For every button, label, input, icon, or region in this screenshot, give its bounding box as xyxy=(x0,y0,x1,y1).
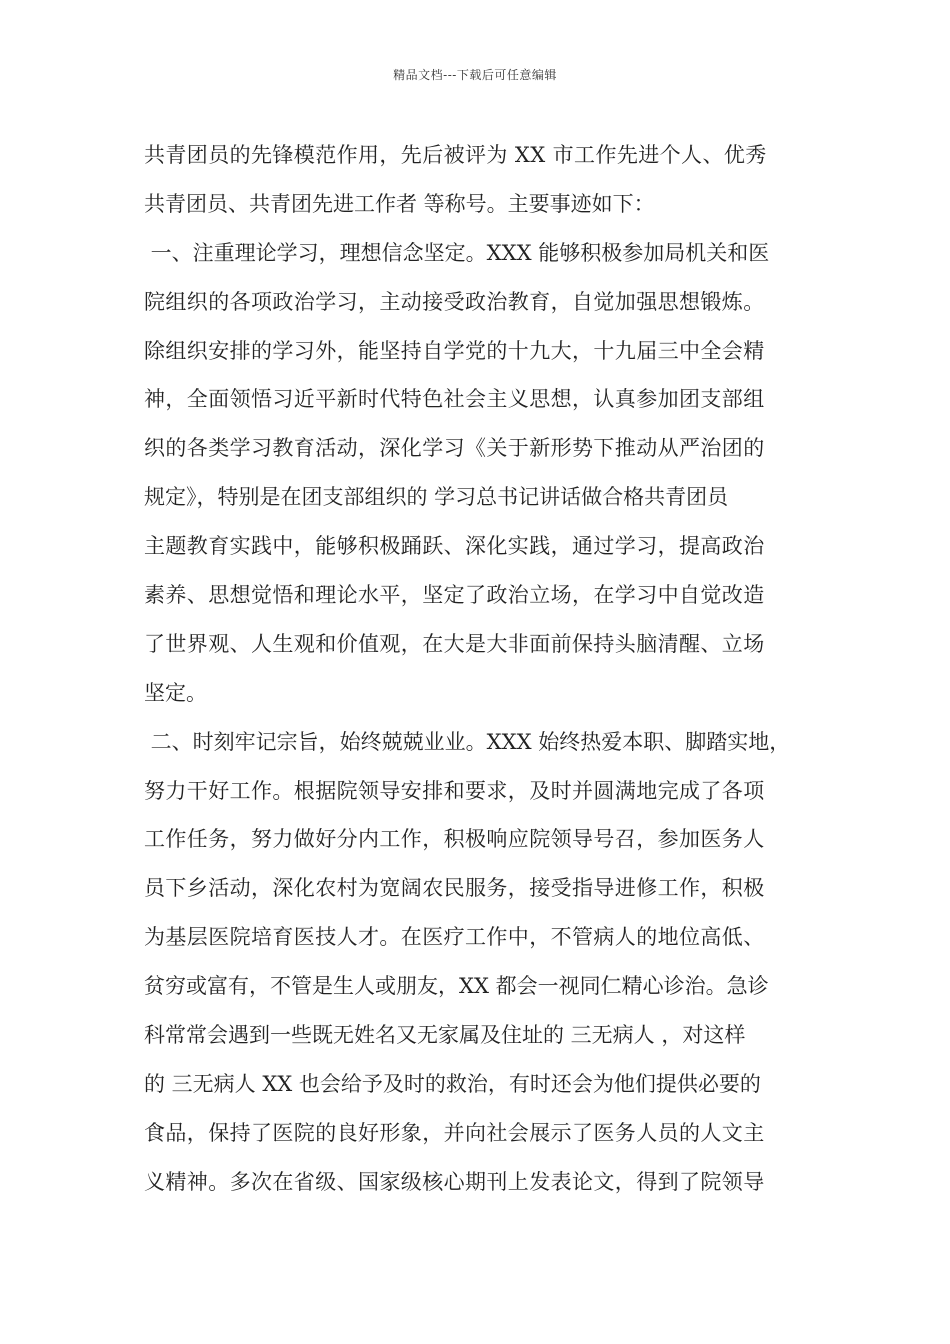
text-line: 神，全面领悟习近平新时代特色社会主义思想，认真参加团支部组 xyxy=(144,387,765,412)
text-line: 二、时刻牢记宗旨，始终兢兢业业。XXX 始终热爱本职、脚踏实地， xyxy=(144,729,791,754)
text-line: 为基层医院培育医技人才。在医疗工作中，不管病人的地位高低、 xyxy=(144,925,765,950)
text-line: 科常常会遇到一些既无姓名又无家属及住址的 三无病人 ，对这样 xyxy=(144,1023,746,1048)
text-line: 努力干好工作。根据院领导安排和要求，及时并圆满地完成了各项 xyxy=(144,778,765,803)
text-line: 主题教育实践中，能够积极踊跃、深化实践，通过学习，提高政治 xyxy=(144,534,765,559)
text-line: 除组织安排的学习外，能坚持自学党的十九大，十九届三中全会精 xyxy=(144,338,765,363)
text-line: 食品，保持了医院的良好形象，并向社会展示了医务人员的人文主 xyxy=(144,1120,765,1145)
page-header: 精品文档---下载后可任意编辑 xyxy=(393,68,557,82)
text-line: 义精神。多次在省级、国家级核心期刊上发表论文，得到了院领导 xyxy=(144,1169,765,1194)
text-line: 坚定。 xyxy=(144,680,207,705)
text-line: 员下乡活动，深化农村为宽阔农民服务，接受指导进修工作，积极 xyxy=(144,876,765,901)
text-line: 共青团员的先锋模范作用，先后被评为 XX 市工作先进个人、优秀 xyxy=(144,143,767,167)
text-line: 织的各类学习教育活动，深化学习《关于新形势下推动从严治团的 xyxy=(144,436,765,461)
document-body xyxy=(144,131,814,1207)
text-line: 贫穷或富有，不管是生人或朋友，XX 都会一视同仁精心诊治。急诊 xyxy=(144,974,769,999)
text-line: 素养、思想觉悟和理论水平，坚定了政治立场，在学习中自觉改造 xyxy=(144,583,765,608)
text-line: 规定》，特别是在团支部组织的 学习总书记讲话做合格共青团员 xyxy=(144,485,729,510)
text-line: 工作任务，努力做好分内工作，积极响应院领导号召，参加医务人 xyxy=(144,827,765,852)
text-line: 院组织的各项政治学习，主动接受政治教育，自觉加强思想锻炼。 xyxy=(144,289,765,314)
text-line: 了世界观、人生观和价值观，在大是大非面前保持头脑清醒、立场 xyxy=(144,631,765,656)
text-line: 的 三无病人 XX 也会给予及时的救治，有时还会为他们提供必要的 xyxy=(144,1071,761,1096)
text-line: 一、注重理论学习，理想信念坚定。XXX 能够积极参加局机关和医 xyxy=(144,240,770,265)
text-line: 共青团员、共青团先进工作者 等称号。主要事迹如下： xyxy=(144,191,655,216)
